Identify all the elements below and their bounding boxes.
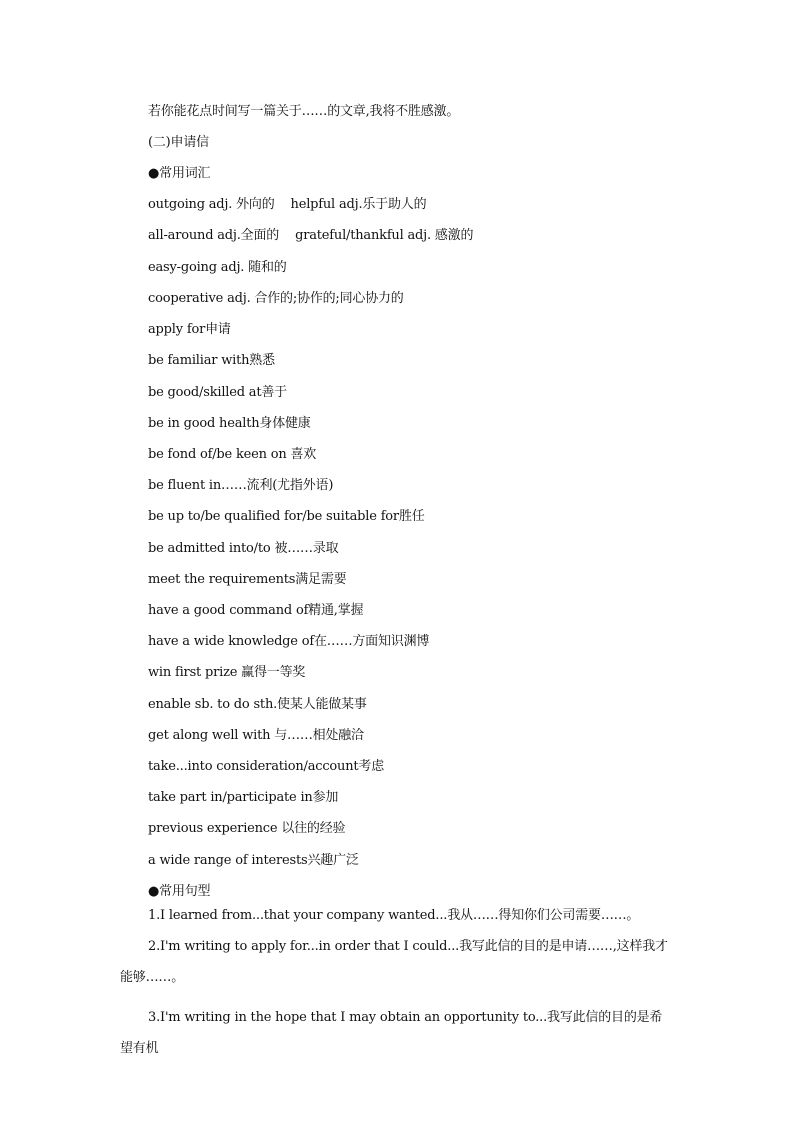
section-title: (二)申请信 xyxy=(148,135,209,150)
vocab-item: get along well with 与……相处融洽 xyxy=(148,728,364,743)
vocab-term: all-around adj.全面的 xyxy=(148,228,280,243)
vocab-item: a wide range of interests兴趣广泛 xyxy=(148,853,359,868)
vocab-item: enable sb. to do sth.使某人能做某事 xyxy=(148,697,367,712)
vocab-item: be in good health身体健康 xyxy=(148,416,311,431)
vocab-item: take...into consideration/account考虑 xyxy=(148,759,385,774)
vocab-item: be familiar with熟悉 xyxy=(148,353,275,368)
pattern-sentence: 3.I'm writing in the hope that I may obtain an opportunity to...我写此信的目的是希望有机 xyxy=(120,1010,663,1056)
vocab-item: cooperative adj. 合作的;协作的;同心协力的 xyxy=(148,291,404,306)
vocab-term: helpful adj.乐于助人的 xyxy=(290,197,427,212)
vocab-item: be fluent in……流利(尤指外语) xyxy=(148,478,334,493)
vocab-heading: ●常用词汇 xyxy=(148,166,211,181)
vocab-item xyxy=(148,197,426,213)
intro-line: 若你能花点时间写一篇关于……的文章,我将不胜感激。 xyxy=(148,104,460,119)
vocab-item: be up to/be qualified for/be suitable for胜任 xyxy=(148,509,425,524)
vocab-item: meet the requirements满足需要 xyxy=(148,572,347,587)
vocab-item: have a good command of精通,掌握 xyxy=(148,603,364,618)
vocab-item: win first prize 赢得一等奖 xyxy=(148,665,306,680)
vocab-item: be fond of/be keen on 喜欢 xyxy=(148,447,317,462)
pattern-sentence: 1.I learned from...that your company wanted...我从……得知你们公司需要……。 xyxy=(148,908,640,923)
vocab-item: previous experience 以往的经验 xyxy=(148,821,346,836)
vocab-item: take part in/participate in参加 xyxy=(148,790,339,805)
vocab-item: be good/skilled at善于 xyxy=(148,385,287,400)
vocab-item: easy-going adj. 随和的 xyxy=(148,260,287,275)
vocab-term: outgoing adj. 外向的 xyxy=(148,197,275,212)
pattern-heading: ●常用句型 xyxy=(148,884,211,899)
vocab-item: have a wide knowledge of在……方面知识渊博 xyxy=(148,634,430,649)
vocab-item xyxy=(148,228,473,244)
vocab-term: grateful/thankful adj. 感激的 xyxy=(295,228,474,243)
vocab-item: apply for申请 xyxy=(148,322,231,337)
pattern-sentence: 2.I'm writing to apply for...in order that I could...我写此信的目的是申请……,这样我才能够……。 xyxy=(120,939,668,985)
vocab-item: be admitted into/to 被……录取 xyxy=(148,541,339,556)
